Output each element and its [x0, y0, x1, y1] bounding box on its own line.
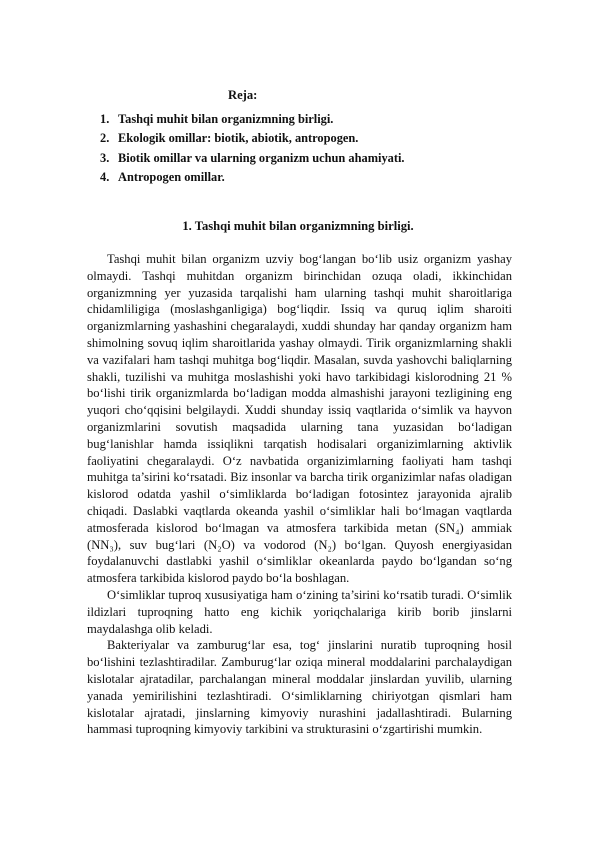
plan-item: [100, 110, 405, 129]
plan-item: [100, 129, 405, 148]
plan-list: [100, 110, 405, 188]
paragraph: Bakteriyalar va zamburug‘lar esa, tog‘ jinslarini nuratib tuproqning hosil bo‘lishini tezlashtiradilar. Zamburug‘lar oziqa mineral moddalarini parchalaydigan kislotalar ajratadilar, parchalangan mineral moddalar jinslardan yuvilib, ularning yanada yemirilishini tezlashtiradi. O‘simliklarning chiriyotgan qismlari ham kislotalar ajratadi, jinslarning kimyoviy nurashini jadallashtiradi. Bularning hammasi tuproqning kimyoviy tarkibini va strukturasini o‘zgartirishi mumkin.: [87, 638, 512, 737]
plan-item-number: 3.: [100, 150, 110, 165]
plan-title: Reja:: [228, 88, 258, 102]
plan-item: [100, 149, 405, 168]
plan-item-text: Ekologik omillar: biotik, abiotik, antropogen.: [118, 131, 359, 146]
paragraph: Tashqi muhit bilan organizm uzviy bog‘langan bo‘lib usiz organizm yashay olmaydi. Tashqi muhitdan organizm birinchidan ozuqa oladi, ikkinchidan organizmning yer yuzasida tarqalishi ham ularning tashqi muhit sharoitlariga chidamliligiga (moslashganligiga) bog‘liqdir. Issiq va quruq iqlim sharoiti organizmlarning yashashini chegaralaydi, xuddi shunday har qanday organizm ham shimolning sovuq iqlim sharoitlarida yashay olmaydi. Tirik organizmlarning shakli va vazifalari ham tashqi muhitga bog‘liqdir. Masalan, suvda yashovchi baliqlarning shakli, tuzilishi va muhitga moslashishi yoki havo tarkibidagi kislorodning 21 % bo‘lishi tirik organizmlarda bo‘ladigan modda almashishi jarayoni tezligining eng yuqori cho‘qqisini belgilaydi. Xuddi shunday issiq vaqtlarida o‘simlik va hayvon organizmlarini sovutish maqsadida ularning tana yuzasidan bo‘ladigan bug‘lanishlar hamda issiqlikni tarqatish hodisalari organizimlarning aktivlik faoliyatini chegaralaydi. O‘z navbatida organizimlarning faoliyati ham tashqi muhitga ta’sirini ko‘rsatadi. Biz insonlar va barcha tirik organizimlar nafas oladigan kislorod odatda yashil o‘simliklarda bo‘ladigan fotosintez jarayonida ajralib chiqadi. Daslabki vaqtlarda okeanda yashil o‘simliklar hali bo‘lmagan vaqtlarda atmosferada kislorod bo‘lmagan va atmosfera tarkibida metan (SN₄) ammiak (NN₃), suv bug‘lari (N₂O) va vodorod (N₂) bo‘lgan. Quyosh energiyasidan foydalanuvchi dastlabki yashil o‘simliklar okeanlarda paydo bo‘lgandan so‘ng atmosfera tarkibida kislorod paydo bo‘la boshlagan.: [87, 252, 512, 586]
plan-item: [100, 168, 405, 187]
section-body: [87, 251, 512, 738]
paragraph: O‘simliklar tuproq xususiyatiga ham o‘zining ta’sirini ko‘rsatib turadi. O‘simlik ildizlari tuproqning hatto eng kichik yoriqchalariga kirib borib jinslarni maydalashga olib keladi.: [87, 587, 512, 636]
plan-item-number: 1.: [100, 112, 110, 126]
plan-item-text: Biotik omillar va ularning organizm uchun ahamiyati.: [118, 150, 405, 165]
plan-item-number: 4.: [100, 170, 110, 185]
plan-item-number: 2.: [100, 131, 110, 146]
plan-item-text: Tashqi muhit bilan organizmning birligi.: [118, 112, 334, 126]
section-title: 1. Tashqi muhit bilan organizmning birligi.: [182, 219, 414, 233]
plan-item-text: Antropogen omillar.: [118, 170, 225, 185]
